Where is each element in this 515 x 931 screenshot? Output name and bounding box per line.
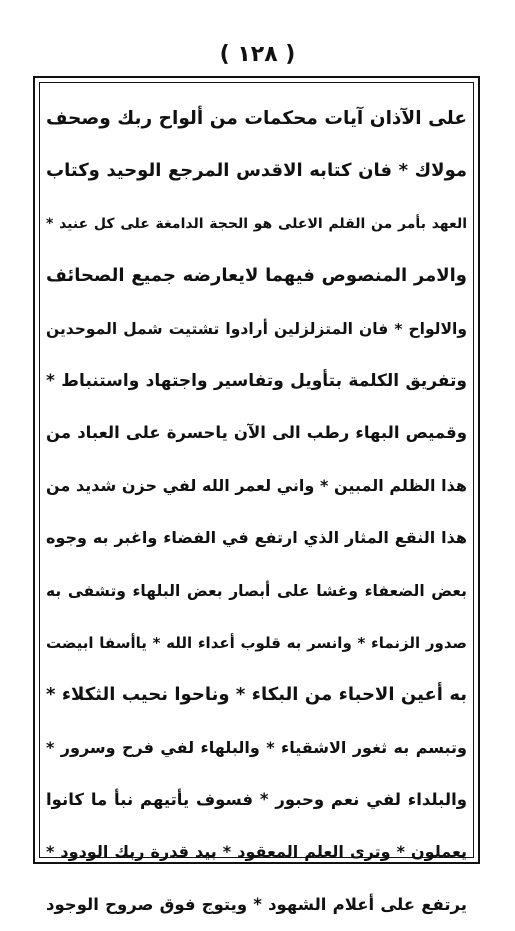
text-line: وقميص البهاء رطب الى الآن ياحسرة على العباد من (46, 423, 467, 443)
text-line: صدور الزنماء * وانسر به قلوب أعداء الله * ياأسفا ابيضت (46, 633, 467, 652)
text-line: يعملون * وترى العلم المعقود * بيد قدرة ربك الودود * (46, 842, 467, 862)
text-line: وتبسم به ثغور الاشقياء * والبلهاء لفي فرح وسرور * (46, 737, 467, 757)
text-line: مولاك * فان كتابه الاقدس المرجع الوحيد وكتاب (46, 160, 467, 182)
body-text (46, 93, 467, 931)
text-line: والبلداء لفي نعم وحبور * فسوف يأتيهم نبأ ما كانوا (46, 790, 467, 810)
text-line: والامر المنصوص فيهما لايعارضه جميع الصحائف (46, 265, 467, 287)
text-line: على الآذان آيات محكمات من ألواح ربك وصحف (46, 108, 467, 129)
text-line: بعض الضعفاء وغشا على أبصار بعض البلهاء وتشفى به (46, 581, 467, 600)
text-line: العهد بأمر من القلم الاعلى هو الحجة الدامغة على كل عنيد * (46, 215, 467, 232)
text-line: به أعين الاحباء من البكاء * وناحوا نحيب الثكلاء * (46, 684, 467, 706)
text-line: وتفريق الكلمة بتأويل وتفاسير واجتهاد واستنباط * (46, 370, 467, 391)
text-line: هذا النقع المثار الذي ارتفع في الفضاء واغبر به وجوه (46, 528, 467, 548)
text-line: هذا الظلم المبين * واني لعمر الله لفي حزن شديد من (46, 475, 467, 495)
text-line: والالواح * فان المتزلزلين أرادوا تشتيت شمل الموحدين (46, 319, 467, 338)
page-number: ( ١٢٨ ) (219, 42, 296, 67)
text-line: يرتفع على أعلام الشهود * ويتوج فوق صروح الوجود (46, 894, 467, 914)
